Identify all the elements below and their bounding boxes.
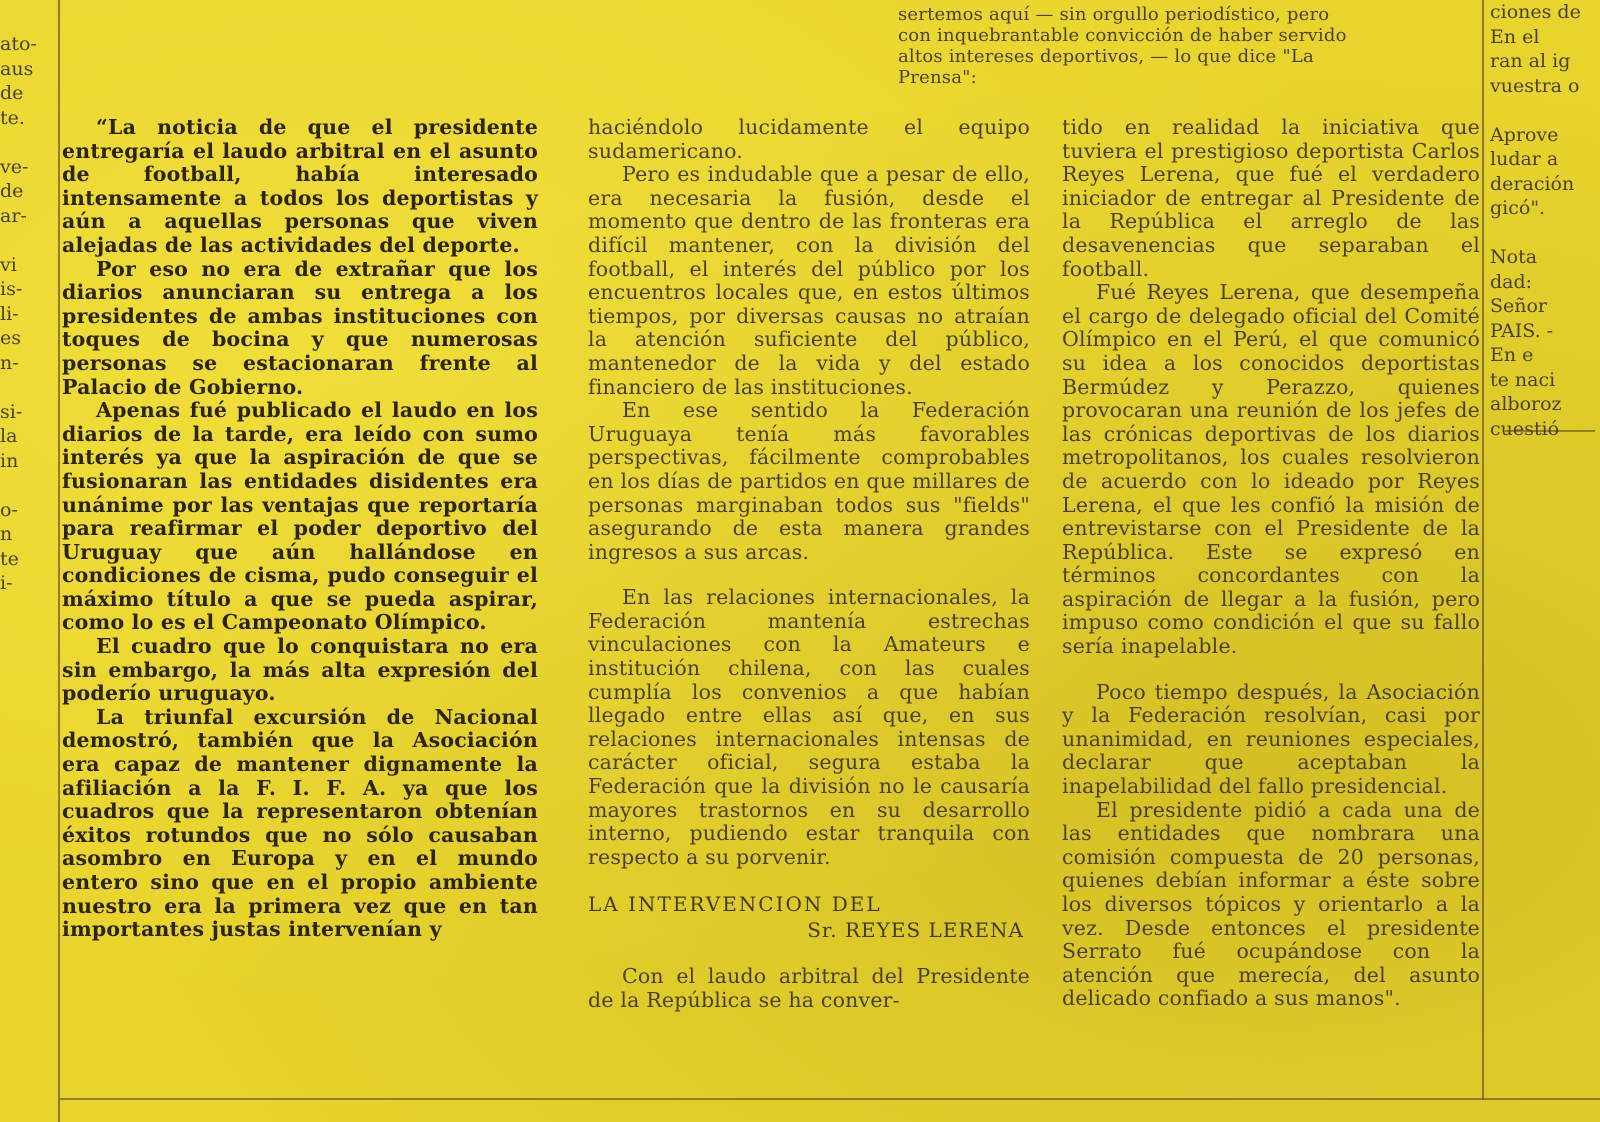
margin-fragment-line: li- bbox=[0, 302, 19, 325]
column-rule-right bbox=[1482, 0, 1484, 1100]
top-line: Prensa": bbox=[898, 67, 977, 88]
margin-fragment-line bbox=[0, 375, 56, 400]
section-heading-title: LA INTERVENCION DEL bbox=[588, 892, 882, 917]
bottom-rule bbox=[60, 1098, 1600, 1100]
paragraph: Con el laudo arbitral del Presidente de la República se ha conver- bbox=[588, 964, 1030, 1012]
margin-fragment-line: aus bbox=[0, 57, 34, 80]
margin-fragment-line: dad: bbox=[1490, 270, 1533, 293]
margin-fragment-line bbox=[1490, 221, 1600, 246]
margin-fragment-line: Señor bbox=[1490, 295, 1548, 317]
margin-fragment-line: de bbox=[0, 180, 24, 202]
article-column-1 bbox=[62, 116, 538, 942]
margin-fragment-line: ato- bbox=[0, 33, 37, 55]
margin-fragment-line bbox=[0, 228, 56, 253]
paragraph: El presidente pidió a cada una de las entidades que nombrara una comisión compuesta de 20 personas, quienes debían informar a éste sobre los diversos tópicos y orientarlo a la vez. Desde entonces el presidente Serrato fué ocupándose con la atención que merecía, del asunto delicado confiado a sus manos". bbox=[1062, 797, 1480, 1011]
margin-fragment-line: o- bbox=[0, 498, 18, 521]
margin-fragment-line: PAIS. - bbox=[1490, 319, 1554, 342]
margin-fragment-line: is- bbox=[0, 278, 23, 300]
margin-fragment-line: En e bbox=[1490, 344, 1534, 366]
margin-fragment-line bbox=[1490, 98, 1600, 123]
paragraph: tido en realidad la iniciativa que tuviera el prestigioso deportista Carlos Reyes Lerena, que fué el verdadero iniciador de entregar al Presidente de la República el arreglo de las desavenencias que separaban el football. bbox=[1062, 115, 1480, 281]
paragraph: Por eso no era de extrañar que los diarios anunciaran su entrega a los presidentes de ambas instituciones con toques de bocina y que numerosas personas se estacionaran frente al Palacio de Gobierno. bbox=[62, 256, 538, 399]
paragraph: Fué Reyes Lerena, que desempeña el cargo de delegado oficial del Comité Olímpico en el Perú, el que comunicó su idea a los conocidos deportistas Bermúdez y Perazzo, quienes provocaran una reunión de los jefes de las crónicas deportivas de los diarios metropolitanos, los cuales resolvieron de acuerdo con lo ideado por Reyes Lerena, el que les confió la misión de entrevistarse con el Presidente de la República. Este se expresó en términos concordantes con la aspiración de llegar a la fusión, pero impuso como condición el que su fallo sería inapelable. bbox=[1062, 280, 1480, 659]
paragraph: La triunfal excursión de Nacional demostró, también que la Asociación era capaz de mantener dignamente la afiliación a la F. I. F. A. ya que los cuadros que la representaron obtenían éxitos rotundos que no sólo causaban asombro en Europa y en el mundo entero sino que en el propio ambiente nuestro era la primera vez que en tan importantes justas intervenían y bbox=[62, 704, 538, 942]
margin-fragment-line bbox=[0, 473, 56, 498]
paragraph: haciéndolo lucidamente el equipo sudamericano. bbox=[588, 115, 1030, 163]
top-line: con inquebrantable convicción de haber servido bbox=[898, 25, 1347, 46]
margin-fragment-line: n bbox=[0, 523, 13, 545]
margin-fragment-line: n- bbox=[0, 351, 19, 374]
margin-fragment-line: deración bbox=[1490, 172, 1575, 195]
article-column-3 bbox=[1062, 116, 1480, 1011]
margin-fragment-line: la bbox=[0, 425, 18, 447]
section-heading-subtitle: Sr. REYES LERENA bbox=[807, 918, 1024, 943]
margin-fragment-line bbox=[0, 130, 56, 155]
margin-fragment-line: in bbox=[0, 449, 19, 472]
margin-fragment-line: ciones de bbox=[1490, 1, 1581, 23]
paragraph: Apenas fué publicado el laudo en los diarios de la tarde, era leído con sumo interés ya que la aspiración de que se fusionaran las entidades disidentes era unánime por las ventajas que reportaría para reafirmar el poder deportivo del Uruguay que aún hallándose en condiciones de cisma, pudo conseguir el máximo título a que se pueda aspirar, como lo es el Campeonato Olímpico. bbox=[62, 398, 538, 635]
section-heading bbox=[588, 891, 1030, 943]
margin-fragment-line: vuestra o bbox=[1490, 74, 1580, 97]
margin-fragment-line: Nota bbox=[1490, 246, 1538, 268]
left-margin-fragments bbox=[0, 32, 56, 596]
margin-fragment-line: En el bbox=[1490, 25, 1540, 48]
margin-fragment-line: es bbox=[0, 327, 21, 349]
margin-fragment-line: ve- bbox=[0, 155, 29, 178]
margin-fragment-line: ran al ig bbox=[1490, 50, 1571, 72]
margin-fragment-line: vi bbox=[0, 253, 17, 276]
margin-fragment-line: cuestió bbox=[1490, 417, 1560, 440]
margin-fragment-line: gicó". bbox=[1490, 197, 1546, 219]
margin-fragment-line: si- bbox=[0, 400, 23, 423]
margin-fragment-line: alboroz bbox=[1490, 393, 1562, 415]
margin-fragment-line: i- bbox=[0, 572, 13, 594]
margin-fragment-line: de bbox=[0, 82, 24, 104]
paragraph: Pero es indudable que a pesar de ello, era necesaria la fusión, desde el momento que dentro de las fronteras era difícil mantener, con la división del football, el interés del público por los encuentros locales que, en estos últimos tiempos, por diversas causas no atraían la atención suficiente del público, mantenedor de la vida y del estado financiero de las instituciones. bbox=[588, 162, 1030, 399]
top-line: sertemos aquí — sin orgullo periodístico, pero bbox=[898, 4, 1330, 25]
margin-fragment-line: te. bbox=[0, 106, 25, 129]
paragraph: En las relaciones internacionales, la Federación mantenía estrechas vinculaciones con la Amateurs e institución chilena, con las cuales cumplía los convenios a que habían llegado entre ellas así que, en sus relaciones internacionales intensas de carácter oficial, segura estaba la Federación que la división no le causaría mayores trastornos en su desarrollo interno, pudiendo estar tranquila con respecto a su porvenir. bbox=[588, 585, 1030, 869]
paragraph: El cuadro que lo conquistara no era sin embargo, la más alta expresión del poderío uruguayo. bbox=[62, 634, 538, 706]
right-margin-fragments bbox=[1490, 0, 1600, 441]
margin-fragment-line: te bbox=[0, 547, 19, 570]
top-line: altos intereses deportivos, — lo que dice "La bbox=[898, 46, 1314, 67]
article-column-2 bbox=[588, 116, 1030, 1013]
column-rule-left bbox=[58, 0, 60, 1122]
margin-fragment-line: ar- bbox=[0, 204, 27, 227]
paragraph: En ese sentido la Federación Uruguaya tenía más favorables perspectivas, fácilmente comprobables en los días de partidos en que millares de personas marginaban todos sus "fields" asegurando de esta manera grandes ingresos a sus arcas. bbox=[588, 398, 1030, 564]
paragraph: “La noticia de que el presidente entregaría el laudo arbitral en el asunto de football, había interesado intensamente a todos los deportistas y aún a aquellas personas que viven alejadas de las actividades del deporte. bbox=[62, 115, 538, 257]
margin-fragment-line: Aprove bbox=[1490, 123, 1559, 146]
paragraph: Poco tiempo después, la Asociación y la Federación resolvían, casi por unanimidad, en reuniones especiales, declarar que aceptaban la inapelabilidad del fallo presidencial. bbox=[1062, 679, 1480, 799]
top-article-fragment bbox=[898, 4, 1474, 88]
margin-fragment-line: ludar a bbox=[1490, 148, 1559, 170]
margin-fragment-line: te naci bbox=[1490, 368, 1556, 391]
